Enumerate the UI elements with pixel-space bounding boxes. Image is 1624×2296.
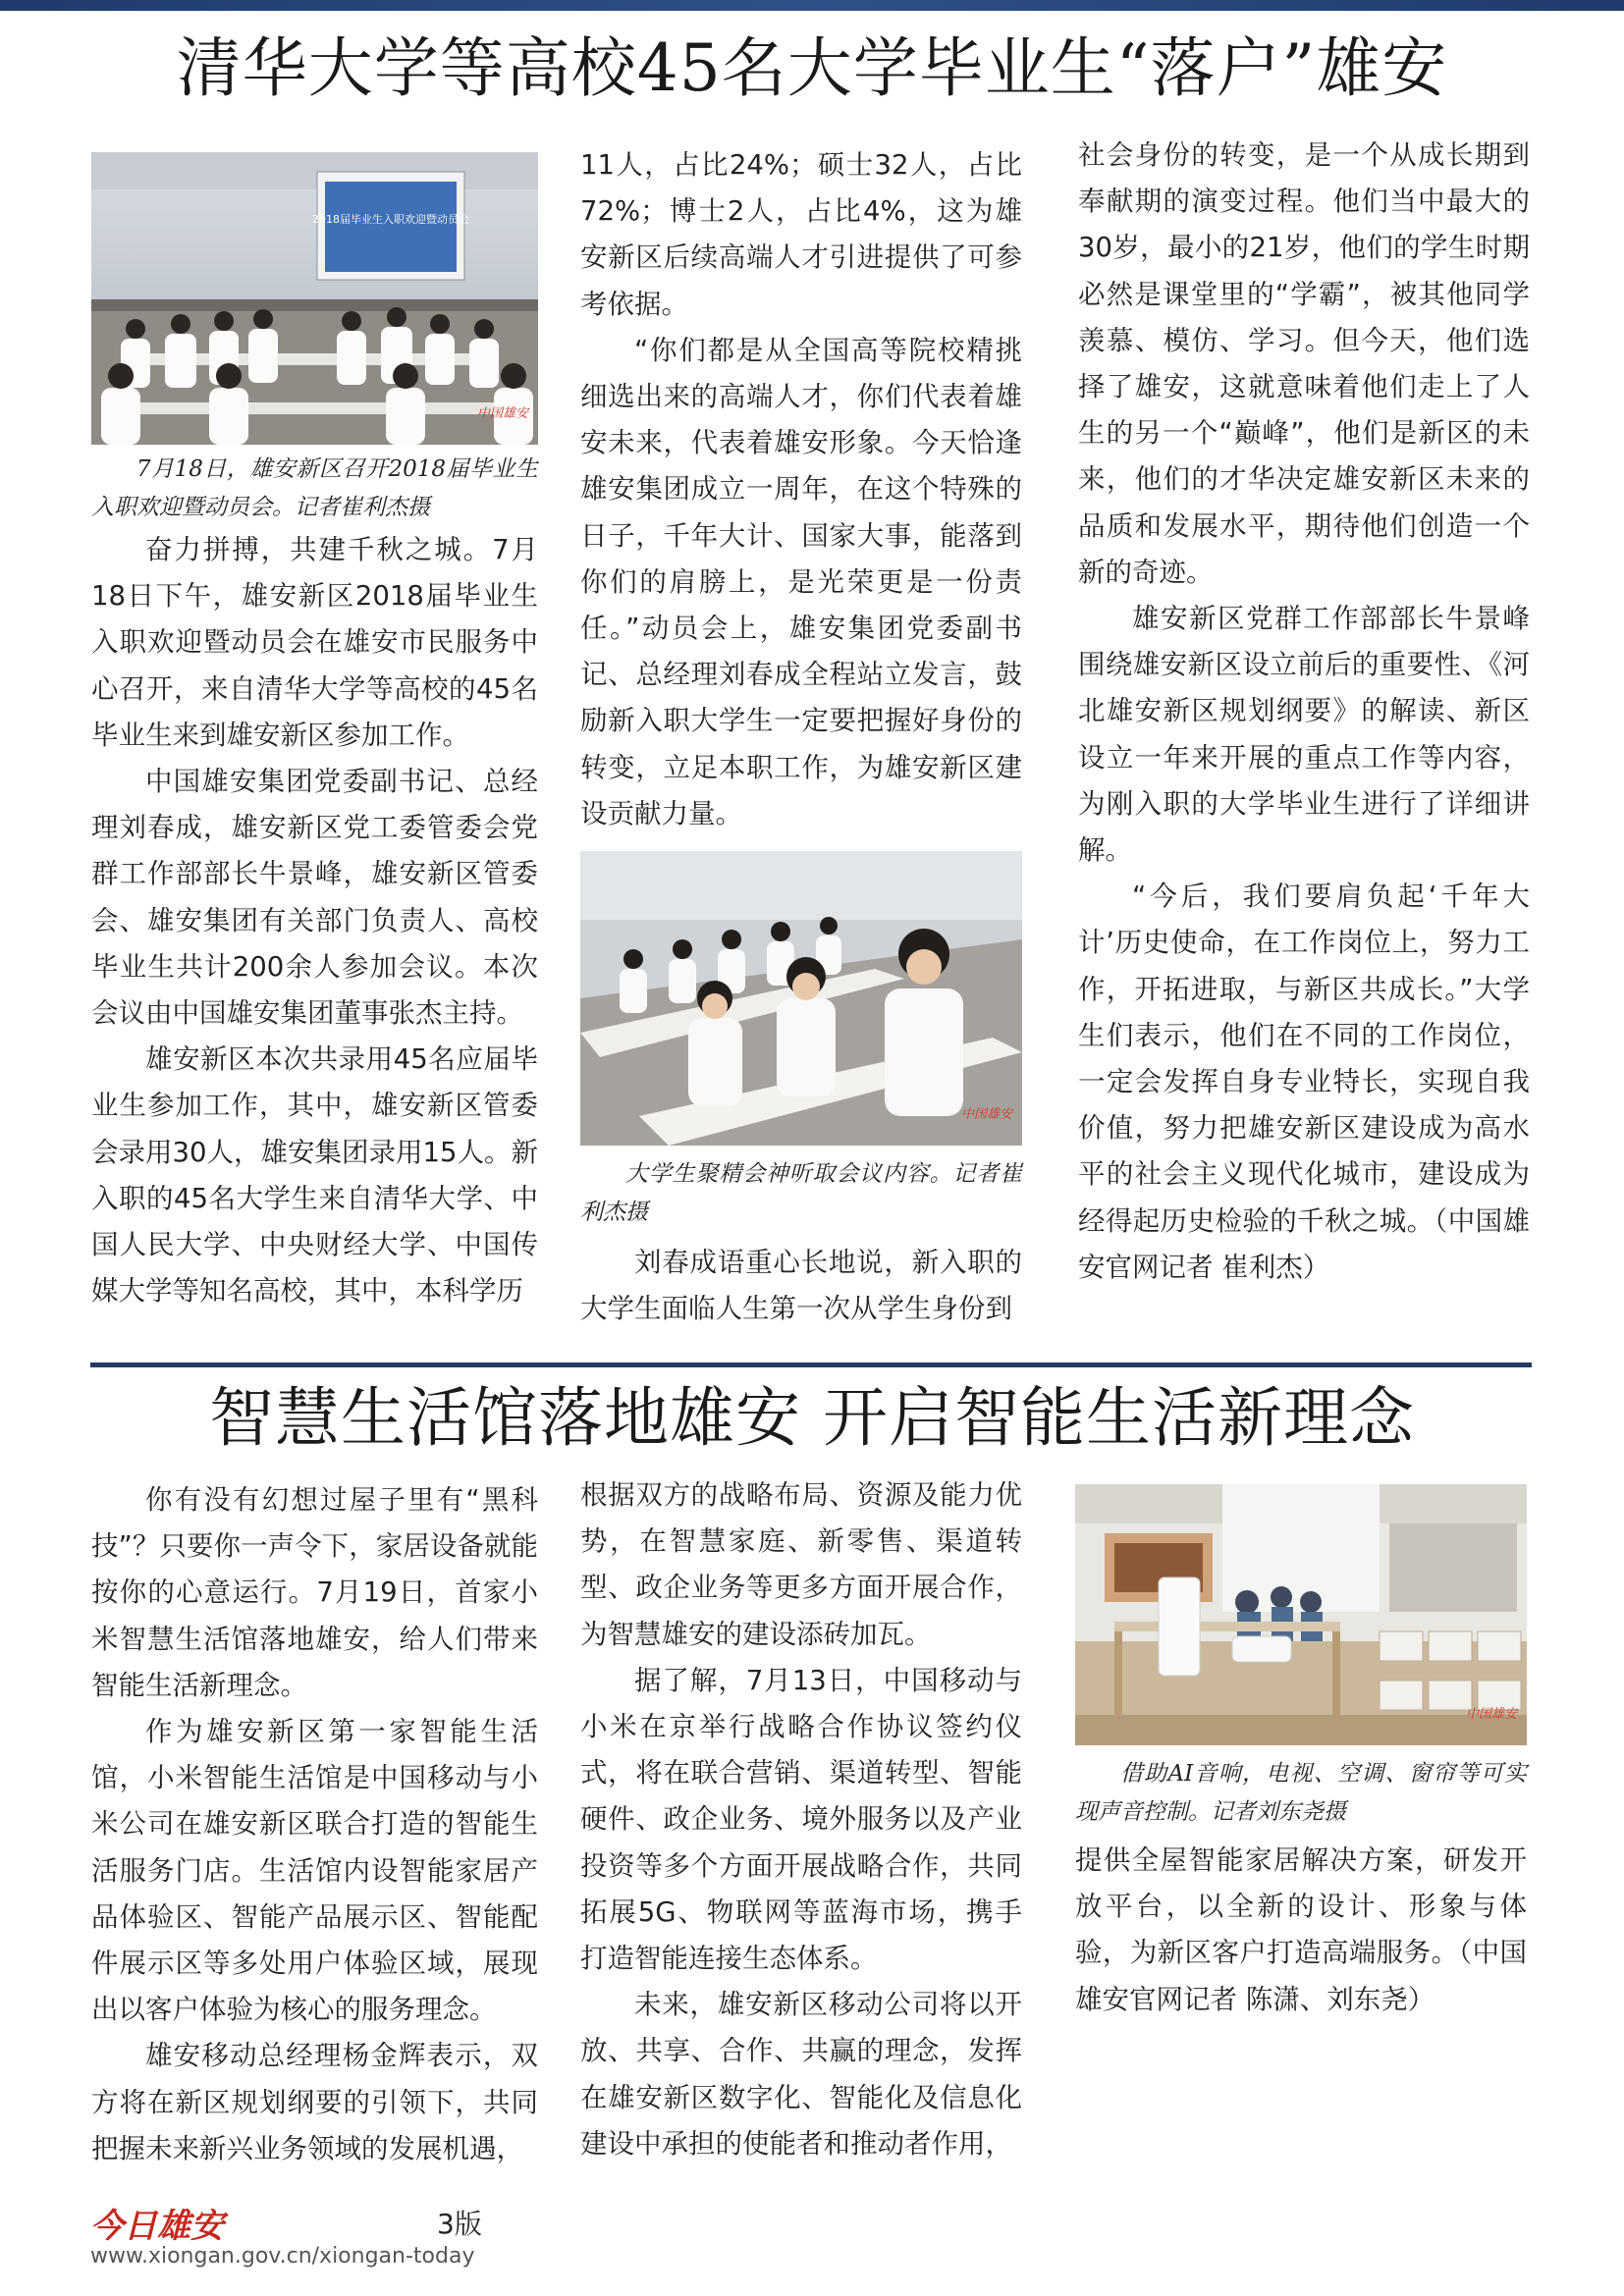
paragraph: 作为雄安新区第一家智能生活馆，小米智能生活馆是中国移动与小米公司在雄安新区联合打造的智能生活服务门店。生活馆内设智能家居产品体验区、智能产品展示区、智能配件展示区等多处用户体验区域，展现出以客户体验为核心的服务理念。: [91, 1716, 538, 2026]
store-photo: [1075, 1484, 1527, 1745]
photo-caption: 大学生聚精会神听取会议内容。记者崔利杰摄: [580, 1161, 1022, 1226]
article1-col1: [91, 152, 538, 1314]
watermark-logo-icon: 中国雄安: [476, 405, 528, 421]
photo-caption: 7月18日，雄安新区召开2018届毕业生入职欢迎暨动员会。记者崔利杰摄: [91, 456, 538, 520]
paragraph: 雄安移动总经理杨金辉表示，双方将在新区规划纲要的引领下，共同把握未来新兴业务领域的发展机遇，: [91, 2040, 538, 2164]
article2-col1: [91, 1477, 538, 2172]
article2-col3: [1075, 1484, 1527, 2023]
article1-col3: [1078, 133, 1530, 1291]
publication-logo: 今日雄安: [90, 2207, 224, 2246]
paragraph: 根据双方的战略布局、资源及能力优势，在智慧家庭、新零售、渠道转型、政企业务等更多方面开展合作，为智慧雄安的建设添砖加瓦。: [580, 1479, 1022, 1650]
section-divider: [90, 1362, 1532, 1367]
store-photo-image: [1075, 1484, 1527, 1745]
watermark-logo-icon: 中国雄安: [960, 1106, 1012, 1122]
paragraph: “今后，我们要肩负起‘千年大计’历史使命，在工作岗位上，努力工作，开拓进取，与新区共成长。”大学生们表示，他们在不同的工作岗位，一定会发挥自身专业特长，实现自我价值，努力把雄安新区建设成为高水平的社会主义现代化城市，建设成为经得起历史检验的千秋之城。（中国雄安官网记者 崔利杰）: [1078, 881, 1530, 1283]
meeting-photo-image: [91, 152, 538, 445]
paragraph: 奋力拼搏，共建千秋之城。7月18日下午，雄安新区2018届毕业生入职欢迎暨动员会在雄安市民服务中心召开，来自清华大学等高校的45名毕业生来到雄安新区参加工作。: [91, 534, 538, 751]
paragraph: 未来，雄安新区移动公司将以开放、共享、合作、共赢的理念，发挥在雄安新区数字化、智能化及信息化建设中承担的使能者和推动者作用，: [580, 1989, 1022, 2160]
photo-caption: 借助AI音响，电视、空调、窗帘等可实现声音控制。记者刘东尧摄: [1075, 1761, 1527, 1825]
paragraph: 提供全屋智能家居解决方案，研发开放平台，以全新的设计、形象与体验，为新区客户打造高端服务。（中国雄安官网记者 陈潇、刘东尧）: [1075, 1844, 1527, 2015]
paragraph: 刘春成语重心长地说，新入职的大学生面临人生第一次从学生身份到: [580, 1247, 1022, 1325]
paragraph: “你们都是从全国高等院校精挑细选出来的高端人才，你们代表着雄安未来，代表着雄安形象。今天恰逢雄安集团成立一周年，在这个特殊的日子，千年大计、国家大事，能落到你们的肩膀上，是光荣更是一份责任。”动员会上，雄安集团党委副书记、总经理刘春成全程站立发言，鼓励新入职大学生一定要把握好身份的转变，立足本职工作，为雄安新区建设贡献力量。: [580, 334, 1022, 829]
watermark-logo-icon: 中国雄安: [1465, 1706, 1517, 1722]
students-photo: [580, 851, 1022, 1146]
article1-col2: [580, 142, 1022, 1332]
paragraph: 据了解，7月13日，中国移动与小米在京举行战略合作协议签约仪式，将在联合营销、渠道转型、智能硬件、政企业务、境外服务以及产业投资等多个方面开展战略合作，共同拓展5G、物联网等蓝海市场，携手打造智能连接生态体系。: [580, 1664, 1022, 1975]
paragraph: 雄安新区党群工作部部长牛景峰围绕雄安新区设立前后的重要性、《河北雄安新区规划纲要》的解读、新区设立一年来开展的重点工作等内容，为刚入职的大学毕业生进行了详细讲解。: [1078, 603, 1530, 867]
paragraph: 11人，占比24%；硕士32人，占比72%；博士2人，占比4%，这为雄安新区后续高端人才引进提供了可参考依据。: [580, 149, 1022, 320]
top-bar: [0, 0, 1624, 11]
paragraph: 社会身份的转变，是一个从成长期到奉献期的演变过程。他们当中最大的30岁，最小的21岁，他们的学生时期必然是课堂里的“学霸”，被其他同学羡慕、模仿、学习。但今天，他们选择了雄安，这就意味着他们走上了人生的另一个“巅峰”，他们是新区的未来，他们的才华决定雄安新区未来的品质和发展水平，期待他们创造一个新的奇迹。: [1078, 139, 1530, 588]
page-number: 3版: [437, 2208, 482, 2240]
article2-col2: [580, 1472, 1022, 2167]
article2-title: 智慧生活馆落地雄安 开启智能生活新理念: [209, 1380, 1415, 1456]
article1-title: 清华大学等高校45名大学毕业生“落户”雄安: [176, 30, 1448, 106]
paragraph: 雄安新区本次共录用45名应届毕业生参加工作，其中，雄安新区管委会录用30人，雄安集团录用15人。新入职的45名大学生来自清华大学、中国人民大学、中央财经大学、中国传媒大学等知名高校，其中，本科学历: [91, 1043, 538, 1308]
website-url[interactable]: www.xiongan.gov.cn/xiongan-today: [90, 2244, 475, 2269]
students-photo-image: [580, 851, 1022, 1146]
meeting-photo: [91, 152, 538, 445]
slide-title: 2018届毕业生入职欢迎暨动员会: [312, 213, 469, 226]
paragraph: 中国雄安集团党委副书记、总经理刘春成，雄安新区党工委管委会党群工作部部长牛景峰，雄安新区管委会、雄安集团有关部门负责人、高校毕业生共计200余人参加会议。本次会议由中国雄安集团董事张杰主持。: [91, 766, 538, 1030]
paragraph: 你有没有幻想过屋子里有“黑科技”？只要你一声令下，家居设备就能按你的心意运行。7月19日，首家小米智慧生活馆落地雄安，给人们带来智能生活新理念。: [91, 1484, 538, 1701]
